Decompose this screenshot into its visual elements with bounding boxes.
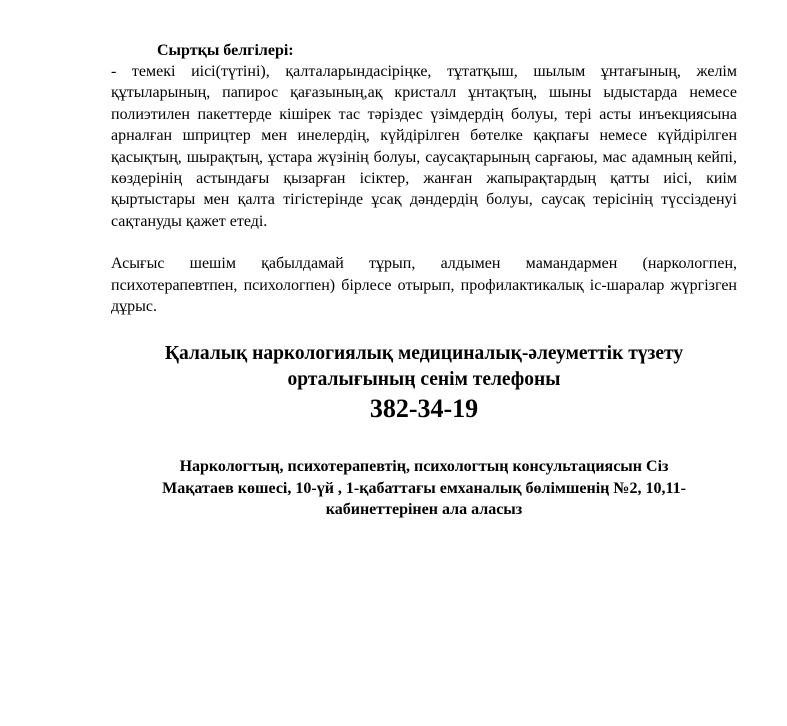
advice-paragraph: Асығыс шешім қабылдамай тұрып, алдымен мамандармен (наркологпен, психотерапевтпен, психологпен) бірлесе отырып, профилактикалық іс-шаралар жүргізген дұрыс. [111, 255, 737, 316]
consultation-info [111, 456, 737, 521]
consultation-line-2: Мақатаев көшесі, 10-үй , 1-қабаттағы емханалық бөлімшенің №2, 10,11- [162, 479, 686, 497]
helpline-title [111, 341, 737, 393]
helpline-title-line-1: Қалалық наркологиялық медициналық-әлеуметтік түзету [164, 343, 684, 365]
document-page [111, 40, 737, 521]
helpline-block [111, 341, 737, 521]
consultation-line-1: Наркологтың, психотерапевтің, психологтың консультациясын Сіз [179, 458, 669, 476]
signs-heading: Сыртқы белгілері: [157, 42, 294, 59]
phone-number: 382-34-19 [369, 394, 479, 424]
signs-paragraph: - темекі иісі(түтіні), қалталарындасіріңке, тұтатқыш, шылым ұнтағының, желім құтыларының, папирос қағазының,ақ кристалл ұнтақтың, шыны ыдыстарда немесе полиэтилен пакеттерде кішірек тас тәріздес үзімдердің болуы, тері асты инъекциясына арналған шприцтер мен инелердің, күйдірілген бөтелке қақпағы немесе күйдірілген қасықтың, шырақтың, ұстара жүзінің болуы, саусақтарының сарғаюы, мас адамның кейпі, көздерінің астындағы қызарған ісіктер, жанған жапырақтардың қатты иісі, киім қыртыстары мен қалта тігістерінде ұсақ дәндердің болуы, саусақ терісінің түссізденуі сақтануды қажет етеді. [111, 63, 737, 230]
consultation-line-3: кабинеттерінен ала аласыз [325, 501, 523, 519]
helpline-title-line-2: орталығының сенім телефоны [287, 369, 561, 391]
